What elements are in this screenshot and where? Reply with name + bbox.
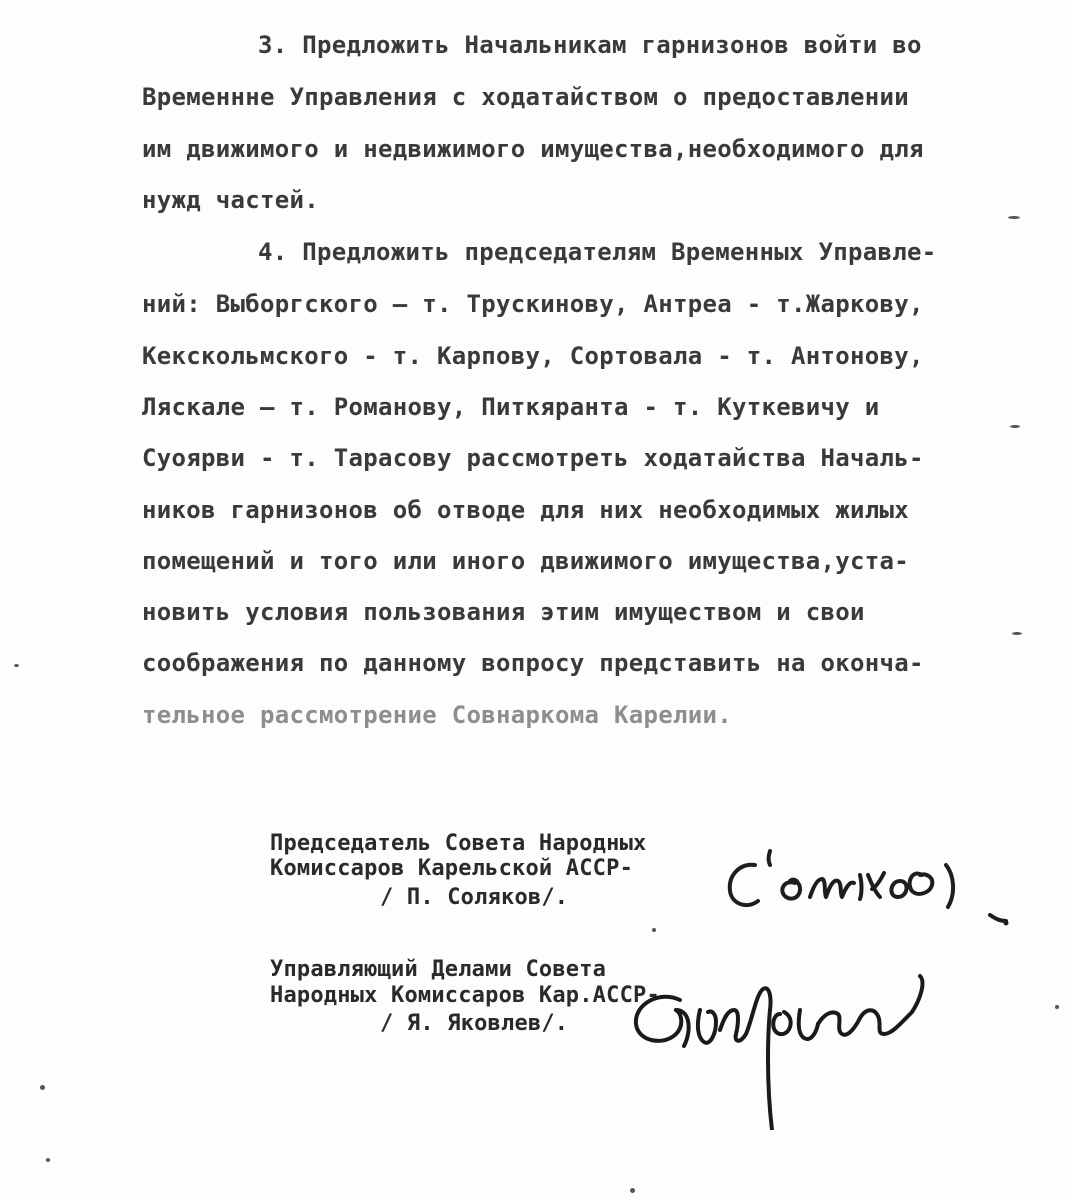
manager-title-line-1: Управляющий Делами Совета: [270, 957, 607, 982]
scan-speck: [1008, 216, 1020, 219]
scan-speck: [1012, 632, 1022, 635]
chairman-title-line-1: Председатель Совета Народных: [270, 831, 647, 856]
scan-speck: [1055, 1005, 1059, 1009]
scan-speck: [630, 1188, 635, 1193]
paragraph-4-line-4: Ляскале – т. Романову, Питкяранта - т. Куткевичу и: [142, 393, 880, 421]
scan-speck: [40, 1085, 45, 1090]
paragraph-3-line-4: нужд частей.: [142, 186, 319, 214]
scan-speck: [14, 664, 19, 667]
paragraph-4-line-7: помещений и того или иного движимого имущества,уста-: [142, 547, 909, 575]
scan-speck: [652, 928, 656, 932]
paragraph-4-line-9: соображения по данному вопросу представить на оконча-: [142, 649, 924, 677]
paragraph-4-line-8: новить условия пользования этим имуществом и свои: [142, 598, 865, 626]
manager-name: / Я. Яковлев/.: [380, 1011, 569, 1036]
bleed-through-ghost: [30, 1000, 218, 1106]
chairman-title-line-2: Комиссаров Карельской АССР-: [270, 856, 634, 881]
chairman-handwritten-signature: [700, 835, 1030, 945]
paragraph-4-line-5: Суоярви - т. Тарасову рассмотреть ходатайства Началь-: [142, 444, 924, 472]
paragraph-4-line-1: 4. Предложить председателям Временных Управле-: [258, 238, 937, 266]
paragraph-4-line-10: тельное рассмотрение Совнаркома Карелии.: [142, 701, 732, 729]
paragraph-3-line-3: им движимого и недвижимого имущества,необходимого для: [142, 135, 924, 163]
paragraph-4-line-6: ников гарнизонов об отводе для них необходимых жилых: [142, 496, 909, 524]
scan-speck: [46, 1158, 50, 1162]
paragraph-4-line-2: ний: Выборгского – т. Трускинову, Антреа - т.Жаркову,: [142, 290, 924, 318]
scan-speck: [1010, 425, 1020, 428]
manager-handwritten-signature: [620, 930, 960, 1130]
chairman-name: / П. Соляков/.: [380, 885, 569, 910]
paragraph-3-line-1: 3. Предложить Начальникам гарнизонов войти во: [258, 31, 922, 59]
paragraph-4-line-3: Кекскольмского - т. Карпову, Сортовала - т. Антонову,: [142, 342, 924, 370]
manager-title-line-2: Народных Комиссаров Кар.АССР-: [270, 983, 660, 1008]
paragraph-3-line-2: Временнне Управления с ходатайством о предоставлении: [142, 83, 909, 111]
